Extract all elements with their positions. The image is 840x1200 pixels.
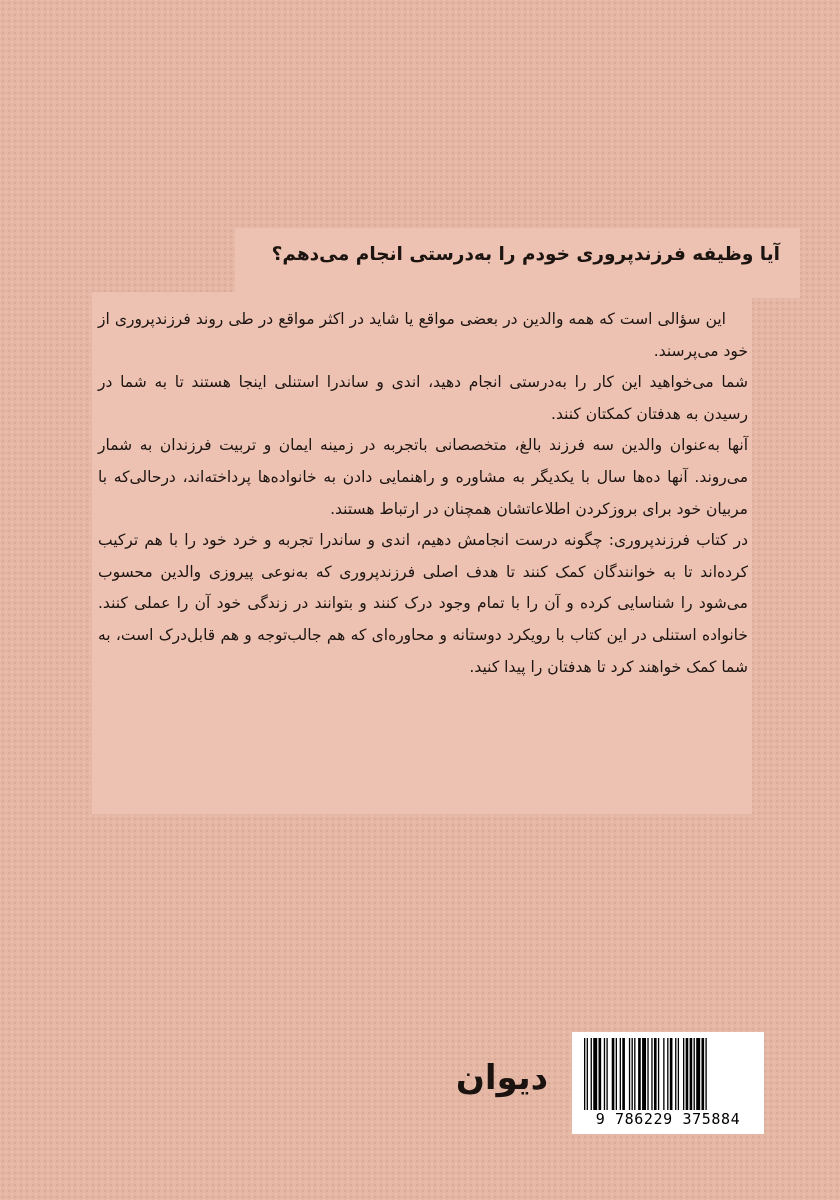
barcode-bar bbox=[658, 1038, 659, 1110]
isbn-barcode bbox=[572, 1032, 764, 1134]
barcode-bar bbox=[667, 1038, 668, 1110]
barcode-bar bbox=[612, 1038, 615, 1110]
barcode-bar bbox=[591, 1038, 592, 1110]
barcode-bar bbox=[632, 1038, 633, 1110]
barcode-bar bbox=[599, 1038, 602, 1110]
barcode-bar bbox=[616, 1038, 617, 1110]
barcode-bar bbox=[694, 1038, 695, 1110]
back-cover-title: آیا وظیفه فرزندپروری خودم را به‌درستی انجام می‌دهم؟ bbox=[271, 244, 780, 265]
barcode-bar bbox=[651, 1038, 652, 1110]
publisher-logo: دیوان bbox=[455, 1058, 549, 1098]
blurb-paragraph-3: آنها به‌عنوان والدین سه فرزند بالغ، متخصصانی باتجربه در زمینه ایمان و تربیت فرزندان به شمار می‌روند. آنها ده‌ها سال با یکدیگر به مشاوره و راهنمایی دادن به خانواده‌ها پرداخته‌اند، درحالی‌که با مربیان خود برای بروزکردن اطلاعاتشان همچنان در ارتباط هستند. bbox=[98, 436, 748, 518]
barcode-bar bbox=[654, 1038, 657, 1110]
barcode-bar bbox=[620, 1038, 621, 1110]
barcode-bar bbox=[675, 1038, 676, 1110]
barcode-bar bbox=[690, 1038, 693, 1110]
barcode-bar bbox=[629, 1038, 630, 1110]
barcode-bar bbox=[686, 1038, 689, 1110]
blurb-paragraph-4: در کتاب فرزندپروری: چگونه درست انجامش دهیم، اندی و ساندرا تجربه و خرد خود را با هم ترکیب کرده‌اند تا به خوانندگان کمک کنند تا هدف اصلی فرزندپروری که به‌نوعی پیروزی والدین محسوب می‌شود را شناسایی کرده و آن را با تمام وجود درک کنند و بتوانند در زندگی خود آن را عملی کنند. خانواده استنلی در این کتاب با رویکرد دوستانه و محاوره‌ای که هم جالب‌توجه و هم قابل‌درک است، به شما کمک خواهند کرد تا هدفتان را پیدا کنید. bbox=[98, 531, 748, 676]
barcode-bar bbox=[604, 1038, 605, 1110]
barcode-bar bbox=[663, 1038, 664, 1110]
barcode-bar bbox=[593, 1038, 597, 1110]
barcode-bar bbox=[701, 1038, 704, 1110]
barcode-bar bbox=[678, 1038, 679, 1110]
barcode-bar bbox=[638, 1038, 641, 1110]
barcode-bar bbox=[606, 1038, 607, 1110]
barcode-bar bbox=[622, 1038, 625, 1110]
blurb-paragraph-1: این سؤالی است که همه والدین در بعضی مواقع یا شاید در اکثر مواقع در طی روند فرزندپروری از خود می‌پرسند. bbox=[98, 310, 748, 360]
isbn-number: 9 786229 375884 bbox=[595, 1110, 741, 1128]
blurb-text bbox=[98, 304, 748, 683]
blurb-paragraph-2: شما می‌خواهید این کار را به‌درستی انجام دهید، اندی و ساندرا استنلی اینجا هستند تا به شما در رسیدن به هدفتان کمکتان کنند. bbox=[98, 373, 748, 423]
barcode-bar bbox=[683, 1038, 684, 1110]
barcode-bar bbox=[642, 1038, 646, 1110]
barcode-bar bbox=[647, 1038, 648, 1110]
barcode-bar bbox=[584, 1038, 585, 1110]
barcode-bar bbox=[670, 1038, 673, 1110]
barcode-bar bbox=[587, 1038, 588, 1110]
barcode-bar bbox=[634, 1038, 635, 1110]
barcode-bar bbox=[696, 1038, 700, 1110]
barcode-bar bbox=[705, 1038, 706, 1110]
barcode-bars bbox=[578, 1038, 758, 1110]
